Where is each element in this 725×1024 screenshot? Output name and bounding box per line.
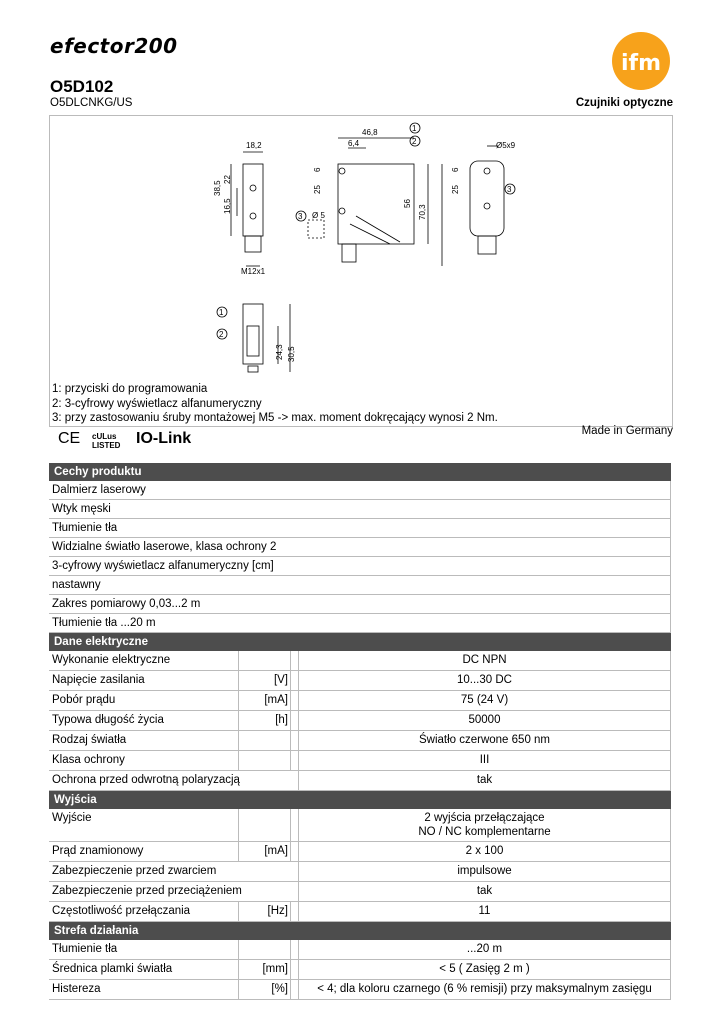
dim-height-b: 22: [223, 175, 232, 184]
product-category: Czujniki optyczne: [575, 97, 673, 109]
spec-label: Prąd znamionowy: [49, 842, 239, 861]
spec-label: Napięcie zasilania: [49, 671, 239, 690]
end-view: [470, 146, 504, 254]
spec-unit: [mA]: [239, 842, 291, 861]
spec-unit: [239, 731, 291, 750]
spec-unit: [239, 809, 291, 841]
spec-unit: [239, 651, 291, 670]
spec-row: [49, 960, 671, 980]
spec-table: [49, 463, 671, 1000]
dim-height-c: 16,5: [223, 198, 232, 214]
spec-label: Rodzaj światła: [49, 731, 239, 750]
dim-bottom-a: 24,3: [275, 344, 284, 360]
section-header-features: Cechy produktu: [49, 463, 671, 481]
spec-label: Typowa długość życia: [49, 711, 239, 730]
spec-row: [49, 731, 671, 751]
spec-unit: [V]: [239, 671, 291, 690]
dim-height-a: 38,5: [213, 180, 222, 196]
product-code: O5DLCNKG/US: [50, 97, 133, 109]
spec-value: impulsowe: [298, 862, 671, 881]
spec-value: 11: [298, 902, 671, 921]
spec-label: Ochrona przed odwrotną polaryzacją: [52, 774, 240, 786]
dim-end-top: 6: [451, 167, 460, 172]
feature-row: Zakres pomiarowy 0,03...2 m: [49, 595, 671, 614]
ifm-logo-text: ifm: [620, 51, 662, 76]
section-header-range: Strefa działania: [49, 922, 671, 940]
feature-row: Tłumienie tła ...20 m: [49, 614, 671, 633]
page-title: O5D102: [50, 77, 114, 96]
spec-value: 2 x 100: [298, 842, 671, 861]
spec-value: 10...30 DC: [298, 671, 671, 690]
spec-value: DC NPN: [298, 651, 671, 670]
spec-label: Klasa ochrony: [49, 751, 239, 770]
spec-unit: [mm]: [239, 960, 291, 979]
spec-row: [49, 980, 671, 1000]
io-link-logo: IO-Link: [136, 430, 192, 447]
spec-value: tak: [298, 771, 671, 790]
spec-unit: [Hz]: [239, 902, 291, 921]
spec-row: [49, 771, 671, 791]
spec-unit: [239, 751, 291, 770]
callout-3: 3: [298, 212, 303, 221]
feature-row: nastawny: [49, 576, 671, 595]
spec-label: Wyjście: [49, 809, 239, 841]
dim-length: 46,8: [362, 128, 378, 137]
spec-label: Pobór prądu: [49, 691, 239, 710]
spec-value-line: NO / NC komplementarne: [418, 826, 551, 838]
spec-unit: [%]: [239, 980, 291, 999]
spec-row: [49, 902, 671, 922]
section-header-electrical: Dane elektryczne: [49, 633, 671, 651]
spec-value: 75 (24 V): [298, 691, 671, 710]
dim-slot: Ø5x9: [496, 141, 516, 150]
spec-value: 50000: [298, 711, 671, 730]
ifm-logo: [612, 32, 670, 90]
spec-label: Zabezpieczenie przed przeciążeniem: [52, 885, 242, 897]
spec-row: [49, 651, 671, 671]
spec-value: Światło czerwone 650 nm: [298, 731, 671, 750]
spec-row: [49, 691, 671, 711]
cul-listed-icon: cULus LISTED: [92, 432, 121, 450]
spec-label: Histereza: [49, 980, 239, 999]
dim-offset: 6,4: [348, 139, 360, 148]
callout-3-end: 3: [507, 185, 512, 194]
dim-end-hole: 25: [451, 185, 460, 194]
callout-1: 1: [412, 124, 417, 133]
spec-row: [49, 711, 671, 731]
spec-label: Tłumienie tła: [49, 940, 239, 959]
note-1: 1: przyciski do programowania: [52, 383, 208, 395]
spec-label: Częstotliwość przełączania: [49, 902, 239, 921]
dim-total: 70,3: [418, 204, 427, 220]
spec-value: ...20 m: [298, 940, 671, 959]
spec-value-line: 2 wyjścia przełączające: [424, 812, 545, 824]
dim-width: 18,2: [246, 141, 262, 150]
spec-value: tak: [298, 882, 671, 901]
dim-diameter: Ø 5: [312, 211, 325, 220]
spec-value: [298, 809, 671, 841]
callout-1-bottom: 1: [219, 308, 224, 317]
note-3: 3: przy zastosowaniu śruby montażowej M5 -> max. moment dokręcający wynosi 2 Nm.: [52, 412, 498, 424]
dim-body: 56: [403, 199, 412, 208]
section-header-outputs: Wyjścia: [49, 791, 671, 809]
made-in: Made in Germany: [581, 425, 673, 437]
spec-label: Średnica plamki światła: [49, 960, 239, 979]
spec-unit: [mA]: [239, 691, 291, 710]
spec-row: [49, 882, 671, 902]
dimension-drawing: [49, 115, 673, 427]
note-2: 2: 3-cyfrowy wyświetlacz alfanumeryczny: [52, 397, 262, 410]
callout-2-bottom: 2: [219, 330, 224, 339]
spec-unit: [239, 940, 291, 959]
drawing-notes: [52, 382, 498, 426]
spec-value: < 5 ( Zasięg 2 m ): [298, 960, 671, 979]
ce-mark-icon: CE: [58, 430, 81, 447]
front-view: [231, 152, 263, 266]
dim-hole: 25: [313, 185, 322, 194]
efector-logo: efector200: [50, 34, 178, 58]
feature-row: Dalmierz laserowy: [49, 481, 671, 500]
side-view: [308, 138, 442, 266]
dim-thread: M12x1: [241, 267, 266, 276]
spec-row: [49, 751, 671, 771]
feature-row: Tłumienie tła: [49, 519, 671, 538]
spec-unit: [h]: [239, 711, 291, 730]
dim-top: 6: [313, 167, 322, 172]
spec-row: [49, 809, 671, 842]
spec-label: Wykonanie elektryczne: [49, 651, 239, 670]
spec-row: [49, 940, 671, 960]
bottom-view: [243, 304, 290, 372]
callout-2: 2: [412, 137, 417, 146]
spec-label: Zabezpieczenie przed zwarciem: [52, 865, 217, 877]
spec-value: < 4; dla koloru czarnego (6 % remisji) przy maksymalnym zasięgu: [298, 980, 671, 999]
dim-bottom-b: 30,5: [287, 346, 296, 362]
feature-row: 3-cyfrowy wyświetlacz alfanumeryczny [cm]: [49, 557, 671, 576]
certification-marks: [58, 428, 258, 458]
spec-row: [49, 671, 671, 691]
spec-value: III: [298, 751, 671, 770]
spec-row: [49, 862, 671, 882]
spec-row: [49, 842, 671, 862]
feature-row: Wtyk męski: [49, 500, 671, 519]
feature-row: Widzialne światło laserowe, klasa ochrony 2: [49, 538, 671, 557]
